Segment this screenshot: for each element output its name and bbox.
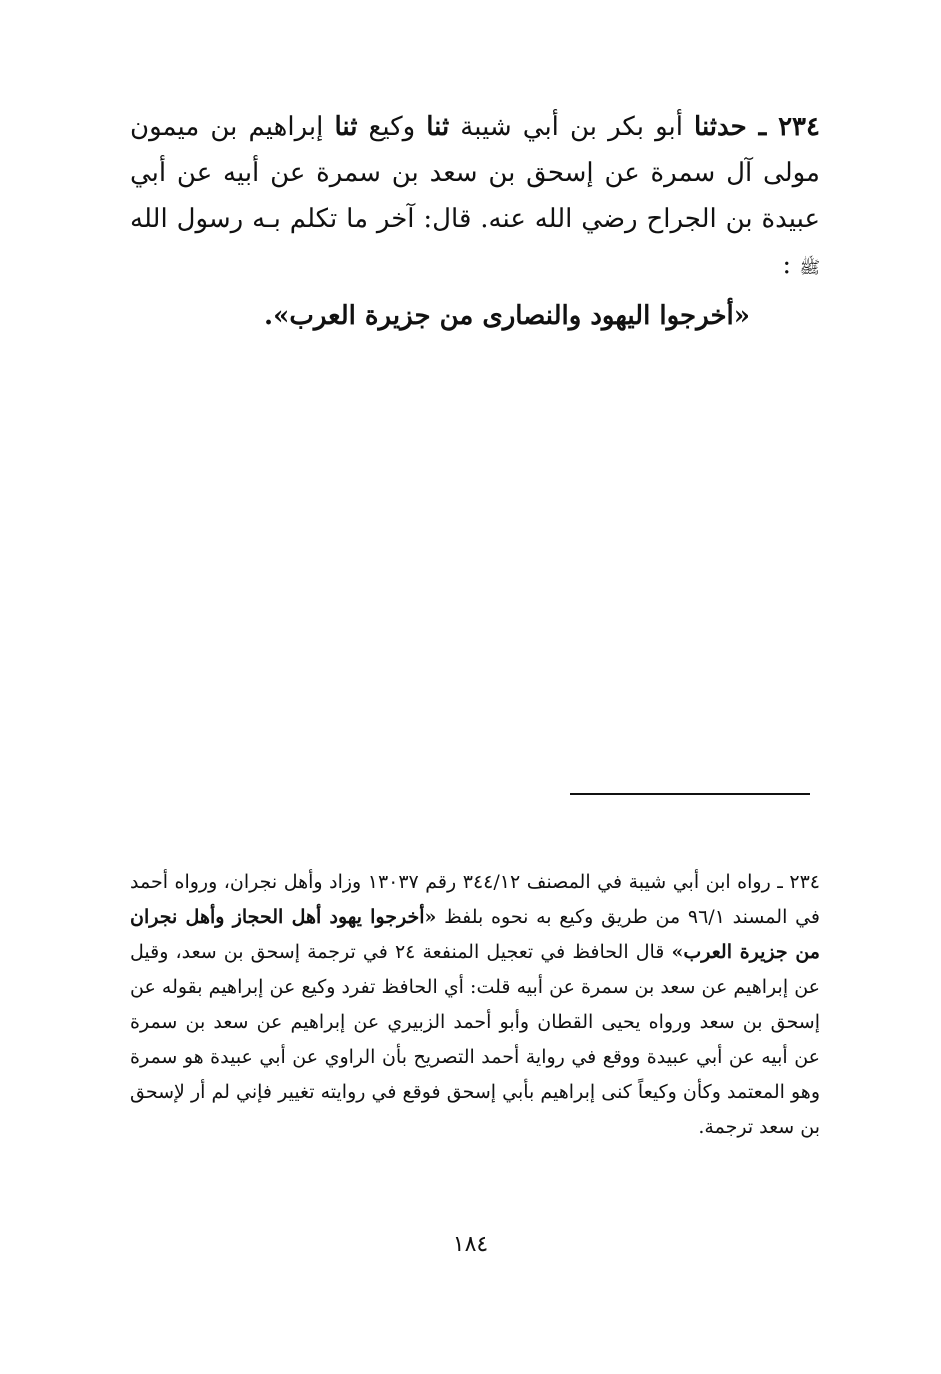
footnote — [130, 865, 820, 1145]
footnote-text-2: قال الحافظ في تعجيل المنفعة ٢٤ في ترجمة إسحق بن سعد، وقيل عن إبراهيم عن سعد بن سمرة عن أبيه قلت: أي الحافظ تفرد وكيع عن إبراهيم بقوله عن إسحق بن سعد ورواه يحيى القطان وأبو أحمد الزبيري عن إبراهيم عن سعد بن سمرة عن أبيه عن أبي عبيدة ووقع في رواية أحمد التصريح بأن الراوي عن أبي عبيدة هو سمرة وهو المعتمد وكأن وكيعاً كنى إبراهيم بأبي إسحق فوقع في روايته تغيير فإني لم أر لإسحق بن سعد ترجمة. — [130, 941, 820, 1138]
footnote-text-1: ٢٣٤ ـ رواه ابن أبي شيبة في المصنف ٣٤٤/١٢ رقم ١٣٠٣٧ وزاد وأهل نجران، ورواه أحمد في المسند ٩٦/١ من طريق وكيع به نحوه بلفظ — [130, 871, 821, 928]
hadith-isnad — [130, 104, 820, 291]
hadith-text — [130, 104, 820, 339]
salutation-icon: ﷺ — [799, 258, 820, 278]
isnad-segment-1: أبو بكر بن أبي شيبة — [449, 112, 695, 142]
footnote-paragraph — [130, 865, 820, 1145]
footnote-divider — [570, 793, 810, 795]
isnad-segment-2: وكيع — [357, 112, 427, 142]
hadith-number: ٢٣٤ — [778, 112, 820, 142]
page-number: ١٨٤ — [452, 1232, 489, 1257]
isnad-segment-4: : — [782, 250, 800, 280]
dash: ـ — [746, 112, 779, 142]
footnote-quote: «أخرجوا يهود أهل الحجاز وأهل نجران من جزيرة العرب» — [130, 906, 820, 963]
haddathana-word: حدثنا — [694, 112, 747, 142]
hadith-matn: «أخرجوا اليهود والنصارى من جزيرة العرب». — [264, 301, 750, 331]
isnad-segment-3: إبراهيم بن ميمون مولى آل سمرة عن إسحق بن سعد بن سمرة عن أبيه عن أبي عبيدة بن الجراح رضي الله عنه. قال: آخر ما تكلم بـه رسول الله — [130, 112, 820, 234]
thana-word-1: ثنا — [426, 112, 450, 142]
thana-word-2: ثنا — [334, 112, 358, 142]
